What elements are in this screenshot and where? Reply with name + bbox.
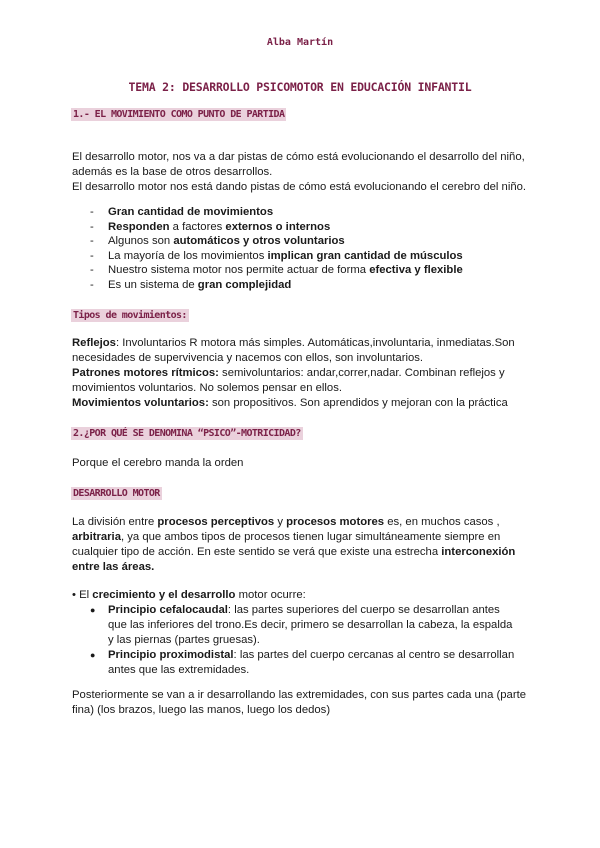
bullet-dot: ● (90, 650, 96, 660)
list-item: ● Principio proximodistal: las partes del cuerpo cercanas al centro se desarrollan antes que las extremidades. (90, 649, 515, 676)
reflejos-text: Reflejos: Involuntarios R motora más simples. Automáticas,involuntaria, inmediatas.Son necesidades de supervivencia y nacemos con ellos, son involuntarios. (72, 337, 515, 364)
dash-mark: - (90, 264, 94, 277)
list-item: - Gran cantidad de movimientos (90, 206, 274, 218)
section-heading-psicomotricidad: 2.¿POR QUÉ SE DENOMINA “PSICO”-MOTRICIDAD? (73, 428, 301, 439)
list-item: ● Principio cefalocaudal: las partes superiores del cuerpo se desarrollan antes que las inferiores del trono.Es decir, primero se desarrollan la cabeza, la espalda y las piernas (partes gruesas). (90, 604, 513, 646)
section-heading-tipos: Tipos de movimientos: (73, 310, 187, 321)
list-item: - Algunos son automáticos y otros voluntarios (90, 235, 345, 248)
list-item: - Nuestro sistema motor nos permite actuar de forma efectiva y flexible (90, 264, 463, 277)
list-item: - Responden a factores externos o internos (90, 220, 331, 233)
section-heading-movimiento: 1.- EL MOVIMIENTO COMO PUNTO DE PARTIDA (73, 109, 285, 120)
growth-paragraph: • El crecimiento y el desarrollo motor ocurre: (72, 589, 306, 601)
intro-text-2: El desarrollo motor nos está dando pistas de cómo está evolucionando el cerebro del niño. (72, 181, 527, 193)
closing-paragraph: Posteriormente se van a ir desarrollando las extremidades, con sus partes cada una (parte fina) (los brazos, luego las manos, luego los dedos) (72, 689, 526, 716)
principles-list (90, 603, 520, 678)
features-list (90, 205, 530, 293)
dash-mark: - (90, 278, 94, 291)
page-title: TEMA 2: DESARROLLO PSICOMOTOR EN EDUCACIÓN INFANTIL (128, 80, 472, 94)
dash-mark: - (90, 220, 94, 233)
dash-mark: - (90, 206, 94, 218)
list-item: - Es un sistema de gran complejidad (90, 278, 292, 291)
intro-paragraph (72, 150, 532, 195)
intro-text-1: El desarrollo motor, nos va a dar pistas de cómo está evolucionando el desarrollo del niño, además es la base de otros desarrollos. (72, 151, 525, 178)
dash-mark: - (90, 249, 94, 262)
author-name: Alba Martín (266, 37, 334, 48)
division-paragraph: La división entre procesos perceptivos y procesos motores es, en muchos casos , arbitraria, ya que ambos tipos de procesos tienen lugar simultáneamente siempre en cualquier tipo de acción. En este sentido se verá que existe una estrecha interconexión entre las áreas. (72, 516, 516, 573)
voluntarios-text: Movimientos voluntarios: son propositivos. Son aprendidos y mejoran con la práctica (72, 397, 508, 409)
dash-mark: - (90, 235, 94, 248)
psico-paragraph: Porque el cerebro manda la orden (72, 457, 244, 469)
tipos-paragraph (72, 336, 532, 411)
bullet-dot: ● (90, 605, 96, 615)
list-item: - La mayoría de los movimientos implican gran cantidad de músculos (90, 249, 463, 262)
section-heading-desarrollo: DESARROLLO MOTOR (73, 488, 160, 499)
ritmicos-text: Patrones motores rítmicos: semivoluntarios: andar,correr,nadar. Combinan reflejos y movimientos voluntarios. No solemos pensar en ellos. (72, 367, 505, 394)
